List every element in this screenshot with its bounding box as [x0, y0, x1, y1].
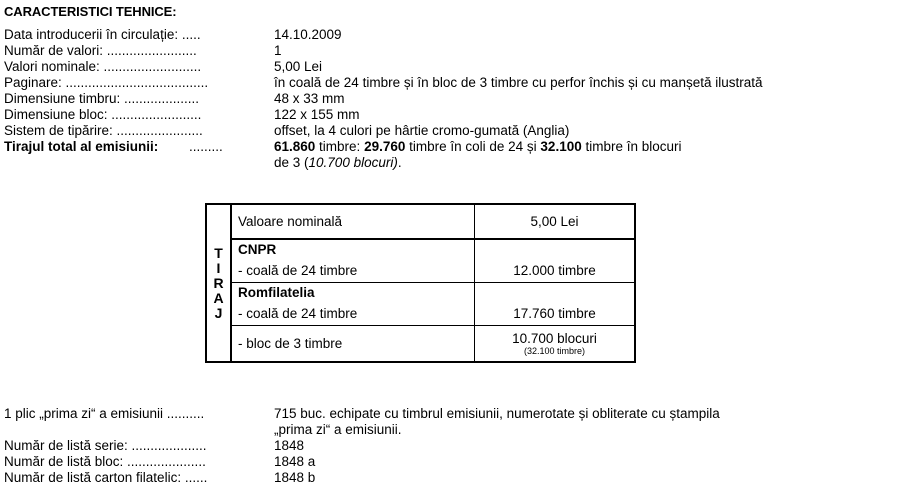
spec-label: [4, 138, 223, 155]
tiraj-total-dots: .........: [189, 139, 223, 154]
spec-value: în coală de 24 timbre și în bloc de 3 timbre cu perfor închis și cu manșetă ilustrată: [274, 75, 763, 90]
spec-label: Sistem de tipărire: .......................: [4, 123, 203, 138]
spec-value: 1: [274, 43, 282, 58]
tiraj-letter: A: [213, 289, 224, 306]
spec-value: 122 x 155 mm: [274, 107, 360, 122]
spec-value: 5,00 Lei: [274, 59, 323, 74]
tiraj-vertical-label: [206, 204, 231, 362]
nominal-label-cell: Valoare nominală: [231, 204, 475, 239]
tiraj-blocuri-number: 32.100: [540, 139, 582, 154]
tiraj-text: .: [397, 155, 402, 170]
tiraj-text: timbre în blocuri: [581, 139, 682, 154]
cnpr-sheet-value-cell: 12.000 timbre: [475, 258, 636, 283]
tiraj-total-line2: [274, 154, 402, 171]
spec-label: Număr de listă carton filatelic: ......: [4, 470, 208, 485]
cnpr-label-cell: CNPR: [231, 239, 475, 258]
tiraj-table: [205, 203, 636, 363]
tiraj-text: timbre:: [315, 139, 365, 154]
spec-value: 1848: [274, 438, 305, 453]
spec-label: Număr de listă bloc: .....................: [4, 454, 206, 469]
spec-label: Număr de listă serie: ....................: [4, 438, 207, 453]
spec-value: 715 buc. echipate cu timbrul emisiunii, numerotate și obliterate cu ștampila: [274, 406, 720, 421]
spec-value: [274, 138, 682, 155]
tiraj-total-number: 61.860: [274, 139, 316, 154]
cnpr-empty-cell: [475, 239, 636, 258]
spec-label: Data introducerii în circulație: .....: [4, 27, 201, 42]
romf-sheet-label-cell: - coală de 24 timbre: [231, 301, 475, 326]
romf-block-value-cell: [475, 326, 636, 363]
tiraj-text: de 3 (: [274, 155, 309, 170]
spec-label: Dimensiune bloc: ........................: [4, 107, 202, 122]
tiraj-text: timbre în coli de 24 și: [405, 139, 541, 154]
spec-label: Valori nominale: ..........................: [4, 59, 202, 74]
tiraj-letter: R: [213, 274, 224, 291]
romf-sheet-value-cell: 17.760 timbre: [475, 301, 636, 326]
spec-label: 1 plic „prima zi“ a emisiunii ..........: [4, 406, 205, 421]
romf-block-value: 10.700 blocuri: [512, 331, 597, 346]
tiraj-letter: I: [216, 259, 221, 276]
page-title: CARACTERISTICI TEHNICE:: [4, 4, 177, 19]
tiraj-coli-number: 29.760: [364, 139, 406, 154]
spec-label: Paginare: ......................................: [4, 75, 209, 90]
romfilatelia-empty-cell: [475, 283, 636, 302]
spec-label: Număr de valori: ........................: [4, 43, 197, 58]
spec-value: 1848 a: [274, 454, 316, 469]
bottom-row-fdc-line2: „prima zi“ a emisiunii.: [274, 422, 402, 437]
spec-value: 14.10.2009: [274, 27, 342, 42]
romf-block-label-cell: - bloc de 3 timbre: [231, 326, 475, 363]
tiraj-letter: T: [214, 244, 223, 261]
tiraj-blocks-count: 10.700 blocuri): [308, 155, 398, 170]
tiraj-total-label: Tirajul total al emisiunii:: [4, 139, 159, 154]
spec-value: 1848 b: [274, 470, 316, 485]
tiraj-letter: J: [214, 304, 223, 321]
nominal-value-cell: 5,00 Lei: [475, 204, 636, 239]
technical-specs-document: [4, 0, 896, 493]
romfilatelia-label-cell: Romfilatelia: [231, 283, 475, 302]
spec-label: Dimensiune timbru: ....................: [4, 91, 200, 106]
romf-block-sub: (32.100 timbre): [523, 346, 586, 356]
spec-value: offset, la 4 culori pe hârtie cromo-gumată (Anglia): [274, 123, 570, 138]
cnpr-sheet-label-cell: - coală de 24 timbre: [231, 258, 475, 283]
spec-value: 48 x 33 mm: [274, 91, 345, 106]
